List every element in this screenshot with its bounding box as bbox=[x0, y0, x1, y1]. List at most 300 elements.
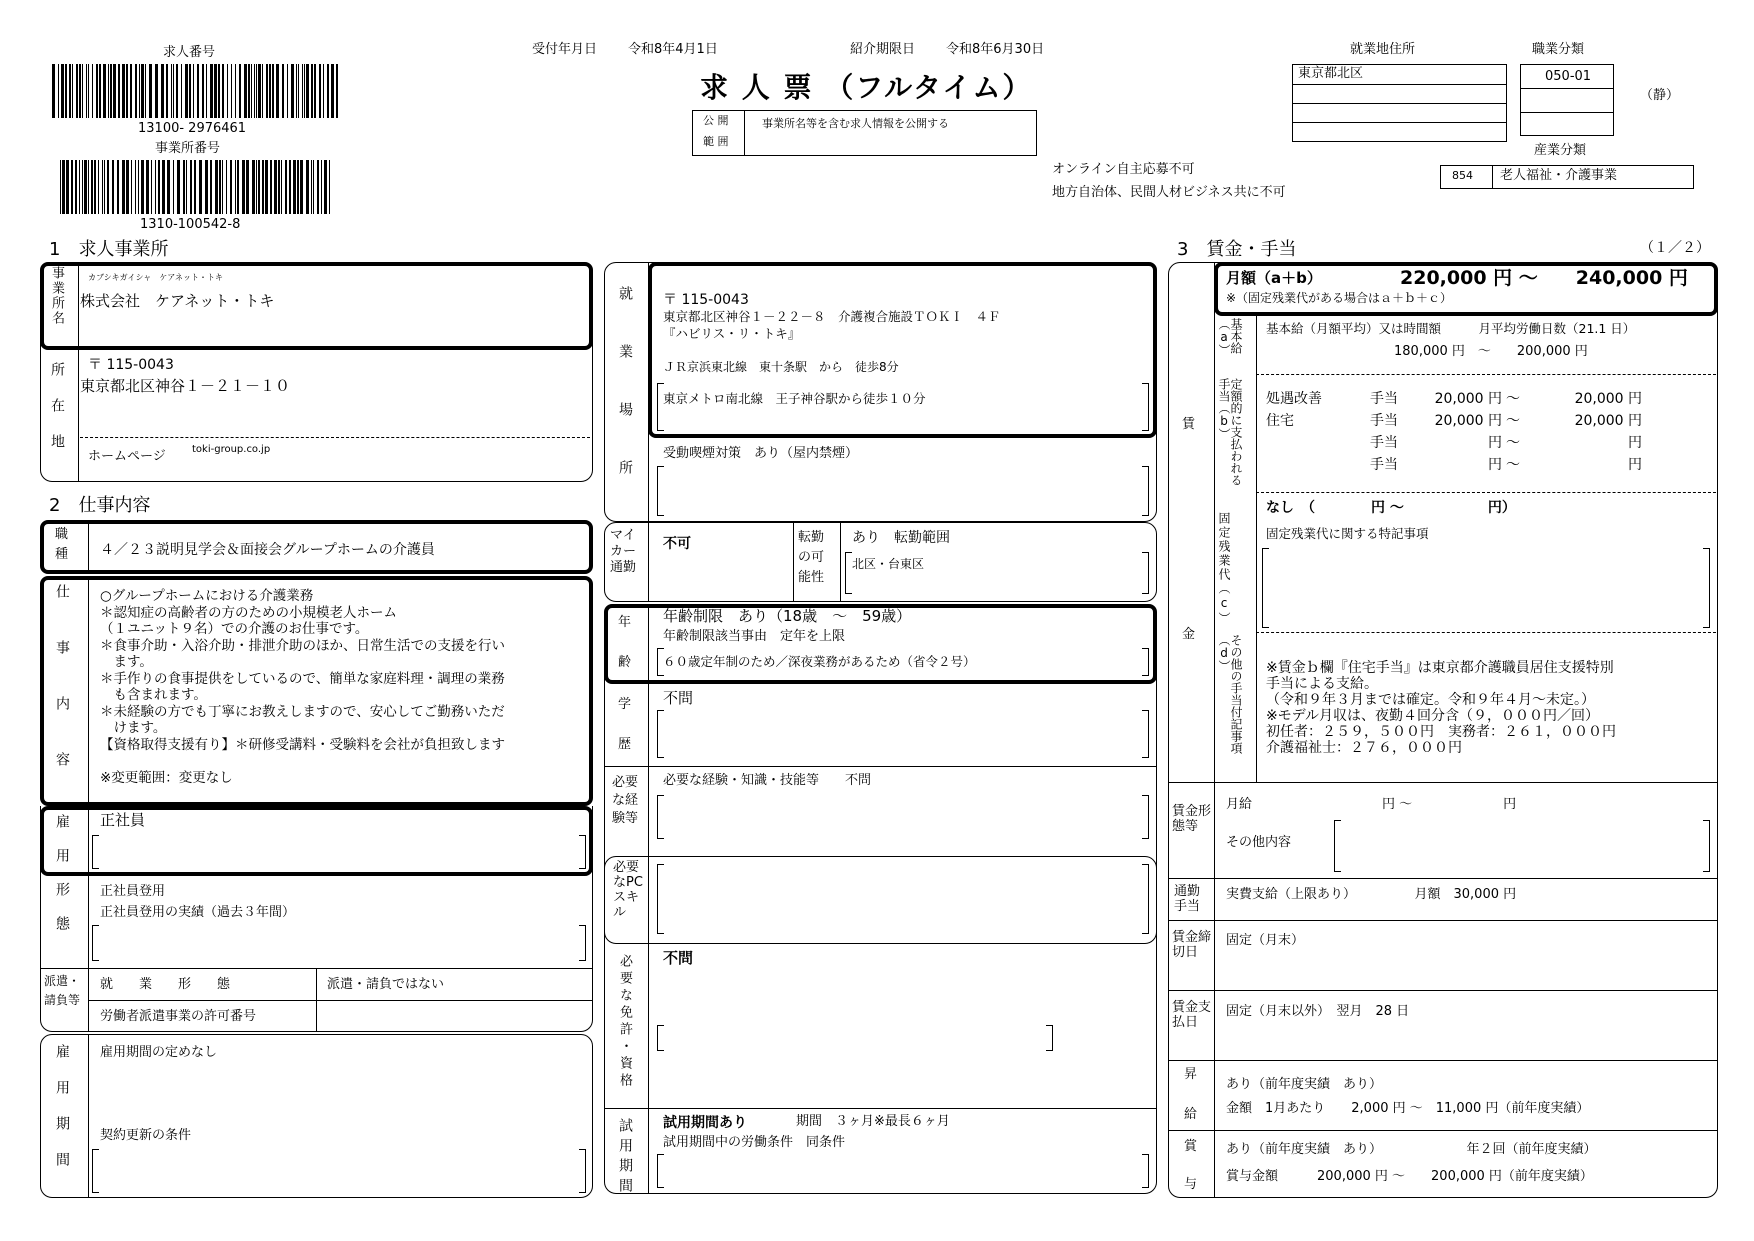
barcode-bar bbox=[60, 160, 61, 214]
barcode-bar bbox=[75, 160, 77, 214]
kyujin-barcode bbox=[52, 64, 342, 118]
barcode-bar bbox=[222, 64, 224, 118]
shiyo-label: 試用期間 bbox=[617, 1118, 633, 1198]
barcode-bar bbox=[155, 160, 156, 214]
barcode-bar bbox=[242, 160, 245, 214]
name-label: 事業所名 bbox=[49, 266, 64, 326]
barcode-bar bbox=[177, 160, 180, 214]
barcode-bar bbox=[141, 160, 144, 214]
shokyu-label-2: 給 bbox=[1184, 1107, 1198, 1122]
barcode-bar bbox=[251, 64, 252, 118]
teate-row bbox=[1266, 454, 1716, 474]
nenrei-label-2: 齢 bbox=[618, 655, 632, 670]
teate-row bbox=[1266, 410, 1716, 430]
text-line: ＊手作りの食事提供をしているので、簡単な家庭料理・調理の業務 bbox=[100, 670, 505, 687]
barcode-bar bbox=[219, 160, 221, 214]
barcode-bar bbox=[218, 64, 220, 118]
shoyo-label-1: 賞 bbox=[1184, 1139, 1198, 1154]
text-line: ＊認知症の高齢者の方のための小規模老人ホーム bbox=[100, 604, 397, 621]
naiyo-label: 仕事内容 bbox=[54, 584, 70, 808]
barcode-bar bbox=[161, 64, 164, 118]
barcode-bar bbox=[113, 64, 116, 118]
barcode-bar bbox=[230, 160, 232, 214]
barcode-bar bbox=[262, 160, 264, 214]
barcode-bar bbox=[131, 160, 132, 214]
barcode-bar bbox=[166, 64, 168, 118]
keiken-label: 必要な経験等 bbox=[612, 775, 639, 826]
barcode-bar bbox=[98, 160, 99, 214]
teate-to: 20,000 円 bbox=[1574, 413, 1642, 429]
barcode-bar bbox=[110, 64, 112, 118]
barcode-bar bbox=[246, 160, 249, 214]
shoyo-value-1: あり（前年度実績 あり） 年２回（前年度実績） bbox=[1226, 1142, 1597, 1157]
barcode-bar bbox=[138, 160, 139, 214]
basho-eki: ＪＲ京浜東北線 東十条駅 から 徒歩8分 bbox=[663, 360, 899, 374]
basho-label: 就業場所 bbox=[617, 286, 633, 518]
barcode-bar bbox=[329, 160, 330, 214]
tsukin-label: 通勤手当 bbox=[1174, 884, 1201, 914]
barcode-bar bbox=[331, 64, 334, 118]
barcode-bar bbox=[197, 64, 199, 118]
hp-label: ホームページ bbox=[88, 449, 166, 464]
shiyo-value: 試用期間あり bbox=[663, 1115, 747, 1131]
barcode-bar bbox=[300, 160, 303, 214]
text-line: けます。 bbox=[100, 720, 167, 736]
barcode-bar bbox=[112, 160, 114, 214]
pc-label: 必要なPCスキル bbox=[613, 860, 643, 920]
barcode-bar bbox=[103, 64, 106, 118]
barcode-bar bbox=[206, 64, 207, 118]
barcode-bar bbox=[269, 64, 271, 118]
teate-to: 円 bbox=[1628, 435, 1642, 451]
tsukin-value: 実費支給（上限あり） 月額 30,000 円 bbox=[1226, 887, 1517, 902]
getsugaku-note: ※（固定残業代がある場合はａ＋ｂ＋ｃ） bbox=[1226, 291, 1453, 305]
shiharai-label: 賃金支払日 bbox=[1172, 1000, 1212, 1030]
barcode-bar bbox=[139, 64, 140, 118]
kyujin-no: 13100- 2976461 bbox=[138, 121, 247, 136]
text-line: ○グループホームにおける介護業務 bbox=[100, 588, 314, 604]
basho-eki-2: 東京メトロ南北線 王子神谷駅から徒歩１０分 bbox=[663, 391, 926, 406]
teate-kind: 手当 bbox=[1370, 457, 1398, 473]
getsugaku-value: 220,000 円 ～ 240,000 円 bbox=[1400, 267, 1688, 289]
tou-bracket bbox=[92, 925, 586, 961]
koyo-label: 雇用形態 bbox=[54, 814, 70, 950]
nenrei-riyu: 年齢制限該当事由 定年を上限 bbox=[663, 629, 846, 644]
kikan-label: 雇用期間 bbox=[54, 1044, 70, 1188]
kihon-head: 基本給（月額平均）又は時間額 月平均労働日数（21.1 日） bbox=[1266, 321, 1636, 336]
shokushu-label-1: 職 bbox=[55, 527, 69, 542]
barcode-bar bbox=[69, 64, 71, 118]
teate-name: 住宅 bbox=[1266, 413, 1294, 429]
kitsuen: 受動喫煙対策 あり（屋内禁煙） bbox=[663, 446, 859, 461]
shokai-date: 令和8年6月30日 bbox=[946, 42, 1045, 57]
barcode-bar bbox=[210, 160, 212, 214]
tenkin-area: 北区・台東区 bbox=[852, 557, 925, 571]
barcode-bar bbox=[82, 64, 83, 118]
gakureki-label-2: 歴 bbox=[618, 737, 632, 752]
getsugaku-label: 月額（a＋b） bbox=[1226, 269, 1322, 287]
barcode-bar bbox=[145, 64, 146, 118]
gekkyu-value: 月給 円 ～ 円 bbox=[1226, 797, 1517, 812]
page-number: （１／２） bbox=[1640, 240, 1710, 256]
teate-name: 処遇改善 bbox=[1266, 391, 1322, 407]
barcode-bar bbox=[190, 160, 192, 214]
text-line: も含まれます。 bbox=[100, 687, 207, 703]
shizu-mark: （静） bbox=[1640, 88, 1680, 103]
online-note-1: オンライン自主応募不可 bbox=[1052, 162, 1195, 177]
barcode-bar bbox=[302, 64, 303, 118]
barcode-bar bbox=[327, 64, 329, 118]
barcode-bar bbox=[88, 64, 89, 118]
text-line: ます。 bbox=[100, 654, 153, 670]
barcode-bar bbox=[193, 64, 194, 118]
barcode-bar bbox=[215, 160, 218, 214]
kotei-label: 固定残業代（c） bbox=[1217, 512, 1231, 626]
barcode-bar bbox=[297, 160, 299, 214]
barcode-bar bbox=[266, 64, 268, 118]
henko-range: ※変更範囲：変更なし bbox=[100, 770, 233, 786]
haken-label: 派遣・請負等 bbox=[44, 974, 81, 1007]
barcode-bar bbox=[82, 160, 83, 214]
keiken-value: 必要な経験・知識・技能等 不問 bbox=[663, 773, 872, 788]
barcode-bar bbox=[194, 160, 196, 214]
barcode-bar bbox=[181, 64, 182, 118]
barcode-bar bbox=[321, 160, 322, 214]
barcode-bar bbox=[79, 64, 81, 118]
barcode-bar bbox=[61, 64, 64, 118]
barcode-bar bbox=[76, 64, 78, 118]
kihon-value: 180,000 円 ～ 200,000 円 bbox=[1394, 344, 1588, 359]
sec1-title: 1 求人事業所 bbox=[49, 239, 169, 260]
barcode-bar bbox=[272, 64, 274, 118]
shoyo-label-2: 与 bbox=[1184, 1177, 1198, 1192]
uketsuke-label: 受付年月日 bbox=[532, 42, 598, 57]
barcode-bar bbox=[107, 160, 109, 214]
barcode-bar bbox=[122, 160, 125, 214]
keiken-bracket bbox=[657, 795, 1149, 839]
sangyo-label: 産業分類 bbox=[1534, 143, 1587, 158]
barcode-bar bbox=[88, 160, 89, 214]
barcode-bar bbox=[173, 160, 174, 214]
shiyo-bracket bbox=[657, 1154, 1149, 1188]
barcode-bar bbox=[239, 64, 241, 118]
barcode-bar bbox=[323, 64, 324, 118]
shugyo-label: 就業地住所 bbox=[1350, 42, 1416, 57]
tou-label: 正社員登用 bbox=[100, 884, 166, 899]
shiharai-value: 固定（月末以外） 翌月 28 日 bbox=[1226, 1004, 1410, 1019]
addr-label: 所在地 bbox=[49, 362, 65, 470]
shokushu-label-2: 種 bbox=[55, 547, 69, 562]
barcode-bar bbox=[304, 64, 305, 118]
barcode-bar bbox=[146, 160, 149, 214]
shugyo-value: 東京都北区 bbox=[1298, 66, 1364, 81]
barcode-bar bbox=[108, 64, 109, 118]
shugyo-keitai-label: 就 業 形 態 bbox=[100, 977, 231, 992]
barcode-bar bbox=[274, 160, 277, 214]
barcode-bar bbox=[135, 160, 136, 214]
kotei-bracket bbox=[1262, 548, 1710, 628]
barcode-bar bbox=[252, 160, 255, 214]
nenrei-label-1: 年 bbox=[618, 615, 632, 630]
tilde: ～ bbox=[1506, 391, 1520, 407]
text-line: 【資格取得支援有り】＊研修受講料・受験料を会社が負担致します bbox=[100, 736, 505, 753]
barcode-bar bbox=[235, 160, 236, 214]
page-title: 求 人 票 （フルタイム） bbox=[700, 71, 1033, 104]
barcode-bar bbox=[173, 64, 174, 118]
menkyo-value: 不問 bbox=[663, 949, 694, 967]
barcode-bar bbox=[311, 64, 313, 118]
sangyo-code: 854 bbox=[1452, 169, 1473, 182]
barcode-bar bbox=[96, 64, 98, 118]
barcode-bar bbox=[235, 64, 236, 118]
barcode-bar bbox=[94, 160, 96, 214]
barcode-bar bbox=[248, 64, 250, 118]
teate-from: 20,000 円 bbox=[1434, 413, 1502, 429]
barcode-bar bbox=[278, 160, 280, 214]
chingin-label-2: 金 bbox=[1182, 627, 1196, 642]
teate-kind: 手当 bbox=[1370, 413, 1398, 429]
barcode-bar bbox=[171, 64, 172, 118]
gakureki-value: 不問 bbox=[663, 689, 694, 707]
barcode-bar bbox=[118, 64, 120, 118]
basho-addr-2: 『ハビリス・リ・トキ』 bbox=[663, 326, 801, 341]
teate-row bbox=[1266, 432, 1716, 452]
barcode-bar bbox=[162, 160, 165, 214]
shimekiri-label: 賃金締切日 bbox=[1172, 930, 1212, 960]
barcode-bar bbox=[231, 64, 232, 118]
menkyo-label: 必要な免許・資格 bbox=[617, 954, 632, 1090]
barcode-bar bbox=[270, 160, 272, 214]
shugyo-keitai-value: 派遣・請負ではない bbox=[327, 977, 445, 992]
barcode-bar bbox=[122, 64, 125, 118]
barcode-bar bbox=[324, 160, 327, 214]
barcode-bar bbox=[151, 160, 152, 214]
text-line: 手当による支給。 bbox=[1266, 676, 1378, 692]
barcode-bar bbox=[227, 64, 228, 118]
teate-label: 定額的に支払われる手当（b） bbox=[1217, 378, 1243, 486]
shokugyo-label: 職業分類 bbox=[1532, 42, 1585, 57]
teate-from: 円 bbox=[1488, 435, 1502, 451]
shokugyo-value: 050-01 bbox=[1545, 69, 1592, 84]
keitai-label: 賃金形態等 bbox=[1172, 804, 1212, 834]
jigyosho-barcode bbox=[60, 160, 335, 214]
barcode-bar bbox=[226, 160, 227, 214]
sonota-lines bbox=[1266, 660, 1616, 756]
barcode-bar bbox=[214, 64, 217, 118]
teate-from: 20,000 円 bbox=[1434, 391, 1502, 407]
addr-value: 東京都北区神谷１－２１－１０ bbox=[80, 377, 291, 395]
name-kana: カブシキガイシャ ケアネット・トキ bbox=[88, 273, 223, 282]
menkyo-bracket bbox=[657, 1025, 1053, 1051]
barcode-bar bbox=[86, 64, 87, 118]
text-line: （令和９年３月までは確定。令和９年４月～未定。） bbox=[1266, 692, 1595, 708]
barcode-bar bbox=[99, 64, 101, 118]
barcode-bar bbox=[102, 160, 103, 214]
gakureki-bracket bbox=[657, 710, 1149, 758]
barcode-bar bbox=[254, 64, 255, 118]
barcode-bar bbox=[317, 160, 319, 214]
barcode-bar bbox=[72, 64, 73, 118]
barcode-bar bbox=[141, 64, 144, 118]
barcode-bar bbox=[287, 64, 288, 118]
shokushu-value: ４／２３説明見学会＆面接会グループホームの介護員 bbox=[100, 542, 435, 558]
barcode-bar bbox=[149, 64, 152, 118]
hp-value: toki-group.co.jp bbox=[192, 444, 271, 455]
kitsuen-bracket bbox=[657, 466, 1149, 516]
kyujin-no-label: 求人番号 bbox=[163, 45, 216, 60]
tenkin-value: あり 転勤範囲 bbox=[852, 530, 950, 546]
koukai-value: 事業所名等を含む求人情報を公開する bbox=[762, 117, 949, 130]
barcode-bar bbox=[306, 64, 309, 118]
barcode-bar bbox=[199, 160, 202, 214]
text-line: ※賃金ｂ欄『住宅手当』は東京都介護職員居住支援特別 bbox=[1266, 660, 1614, 676]
barcode-bar bbox=[92, 64, 93, 118]
text-line: （１ユニット９名）での介護のお仕事です。 bbox=[100, 621, 369, 637]
shiyo-joken: 試用期間中の労働条件 同条件 bbox=[663, 1135, 846, 1150]
text-line: 初任者：２５９，５００円 実務者：２６１，０００円 bbox=[1266, 724, 1616, 740]
barcode-bar bbox=[291, 64, 294, 118]
barcode-bar bbox=[183, 160, 185, 214]
tilde: ～ bbox=[1506, 435, 1520, 451]
tou-jisseki: 正社員登用の実績（過去３年間） bbox=[100, 905, 296, 920]
jigyosho-no-label: 事業所番号 bbox=[155, 141, 221, 156]
kihon-label: 基本給（a） bbox=[1217, 318, 1243, 356]
teate-row bbox=[1266, 388, 1716, 408]
koshin-label: 契約更新の条件 bbox=[100, 1128, 192, 1143]
uketsuke-date: 令和8年4月1日 bbox=[628, 42, 718, 57]
barcode-bar bbox=[282, 64, 284, 118]
shoyo-value-2: 賞与金額 200,000 円 ～ 200,000 円（前年度実績） bbox=[1226, 1169, 1593, 1184]
barcode-bar bbox=[281, 160, 282, 214]
mycar-label: マイカー通勤 bbox=[610, 528, 637, 575]
text-line: 介護福祉士：２７６，０００円 bbox=[1266, 740, 1462, 756]
barcode-bar bbox=[205, 160, 208, 214]
gakureki-label-1: 学 bbox=[618, 697, 632, 712]
kotei-note: 固定残業代に関する特記事項 bbox=[1266, 526, 1429, 541]
teate-to: 円 bbox=[1628, 457, 1642, 473]
tilde: ～ bbox=[1506, 413, 1520, 429]
barcode-bar bbox=[58, 64, 59, 118]
barcode-bar bbox=[237, 160, 239, 214]
text-line: ＊食事介助・入浴介助・排泄介助のほか、日常生活での支援を行い bbox=[100, 637, 505, 654]
barcode-bar bbox=[293, 160, 296, 214]
barcode-bar bbox=[314, 64, 316, 118]
sonota-naiyo-label: その他内容 bbox=[1226, 835, 1292, 850]
tenkin-label: 転勤の可能性 bbox=[798, 530, 825, 585]
barcode-bar bbox=[244, 64, 247, 118]
kikan-value: 雇用期間の定めなし bbox=[100, 1045, 218, 1060]
barcode-bar bbox=[104, 160, 105, 214]
tilde: ～ bbox=[1506, 457, 1520, 473]
barcode-bar bbox=[265, 160, 268, 214]
barcode-bar bbox=[313, 160, 314, 214]
koshin-bracket bbox=[92, 1149, 586, 1193]
sonota-naiyo-bracket bbox=[1334, 820, 1710, 872]
barcode-bar bbox=[167, 160, 170, 214]
teate-kind: 手当 bbox=[1370, 435, 1398, 451]
sec2-title: 2 仕事内容 bbox=[49, 495, 151, 516]
shokai-label: 紹介期限日 bbox=[850, 42, 916, 57]
text-line: ※モデル月収は、夜勤４回分含（９，０００円／回） bbox=[1266, 708, 1600, 724]
barcode-bar bbox=[62, 160, 65, 214]
barcode-bar bbox=[262, 64, 263, 118]
barcode-bar bbox=[285, 160, 287, 214]
koyo-value: 正社員 bbox=[100, 811, 146, 829]
barcode-bar bbox=[117, 160, 119, 214]
barcode-bar bbox=[289, 160, 291, 214]
barcode-bar bbox=[306, 160, 309, 214]
barcode-bar bbox=[65, 64, 67, 118]
barcode-bar bbox=[176, 64, 178, 118]
barcode-bar bbox=[336, 64, 338, 118]
basho-zip: 〒 115-0043 bbox=[663, 292, 749, 308]
barcode-bar bbox=[189, 64, 191, 118]
shiyo-kikan: 期間 ３ヶ月※最長６ヶ月 bbox=[796, 1114, 950, 1129]
barcode-bar bbox=[158, 160, 160, 214]
shokyu-value-1: あり（前年度実績 あり） bbox=[1226, 1077, 1383, 1092]
barcode-bar bbox=[202, 64, 204, 118]
shokyu-label-1: 昇 bbox=[1184, 1067, 1198, 1082]
pc-bracket bbox=[657, 864, 1149, 934]
shokyu-value-2: 金額 1月あたり 2,000 円 ～ 11,000 円（前年度実績） bbox=[1226, 1101, 1590, 1116]
kotei-value: なし （ 円 ～ 円） bbox=[1266, 500, 1516, 516]
text-line: ＊未経験の方でも丁寧にお教えしますので、安心してご勤務いただ bbox=[100, 703, 505, 720]
barcode-bar bbox=[256, 64, 257, 118]
koukai-label: 公 開 bbox=[703, 114, 729, 127]
barcode-bar bbox=[296, 64, 297, 118]
nenrei-note: ６０歳定年制のため／深夜業務があるため（省令２号） bbox=[663, 654, 976, 669]
mycar-value: 不可 bbox=[663, 536, 691, 552]
barcode-bar bbox=[79, 160, 80, 214]
company-name: 株式会社 ケアネット・トキ bbox=[80, 292, 275, 310]
barcode-bar bbox=[135, 64, 137, 118]
naiyo-lines bbox=[100, 588, 505, 753]
barcode-bar bbox=[126, 160, 129, 214]
barcode-bar bbox=[52, 64, 55, 118]
barcode-bar bbox=[66, 160, 69, 214]
chingin-label-1: 賃 bbox=[1182, 417, 1196, 432]
barcode-bar bbox=[222, 160, 223, 214]
addr-zip: 〒 115-0043 bbox=[88, 357, 174, 373]
barcode-bar bbox=[258, 64, 261, 118]
barcode-bar bbox=[155, 64, 158, 118]
jigyosho-no: 1310-100542-8 bbox=[140, 217, 241, 232]
online-note-2: 地方自治体、民間人材ビジネス共に不可 bbox=[1052, 185, 1286, 200]
barcode-bar bbox=[130, 64, 132, 118]
barcode-bar bbox=[186, 160, 187, 214]
nenrei-value: 年齢制限 あり（18歳 ～ 59歳） bbox=[663, 607, 912, 625]
barcode-bar bbox=[311, 160, 312, 214]
koyo-bracket bbox=[92, 835, 586, 869]
barcode-bar bbox=[210, 64, 213, 118]
barcode-bar bbox=[258, 160, 260, 214]
kyoka-label: 労働者派遣事業の許可番号 bbox=[100, 1009, 257, 1024]
barcode-bar bbox=[256, 160, 257, 214]
barcode-bar bbox=[84, 160, 87, 214]
barcode-bar bbox=[126, 64, 128, 118]
sonota-label: その他の手当付記事項（d） bbox=[1217, 634, 1243, 754]
koukai-label-2: 範 囲 bbox=[703, 135, 729, 148]
barcode-bar bbox=[91, 160, 93, 214]
barcode-bar bbox=[185, 64, 188, 118]
sangyo-name: 老人福祉・介護事業 bbox=[1500, 168, 1618, 183]
basho-addr-1: 東京都北区神谷１－２２－８ 介護複合施設ＴＯＫＩ ４Ｆ bbox=[663, 309, 1001, 324]
sec3-title: 3 賃金・手当 bbox=[1177, 239, 1297, 260]
barcode-bar bbox=[298, 64, 299, 118]
teate-kind: 手当 bbox=[1370, 391, 1398, 407]
barcode-bar bbox=[276, 64, 279, 118]
teate-from: 円 bbox=[1488, 457, 1502, 473]
